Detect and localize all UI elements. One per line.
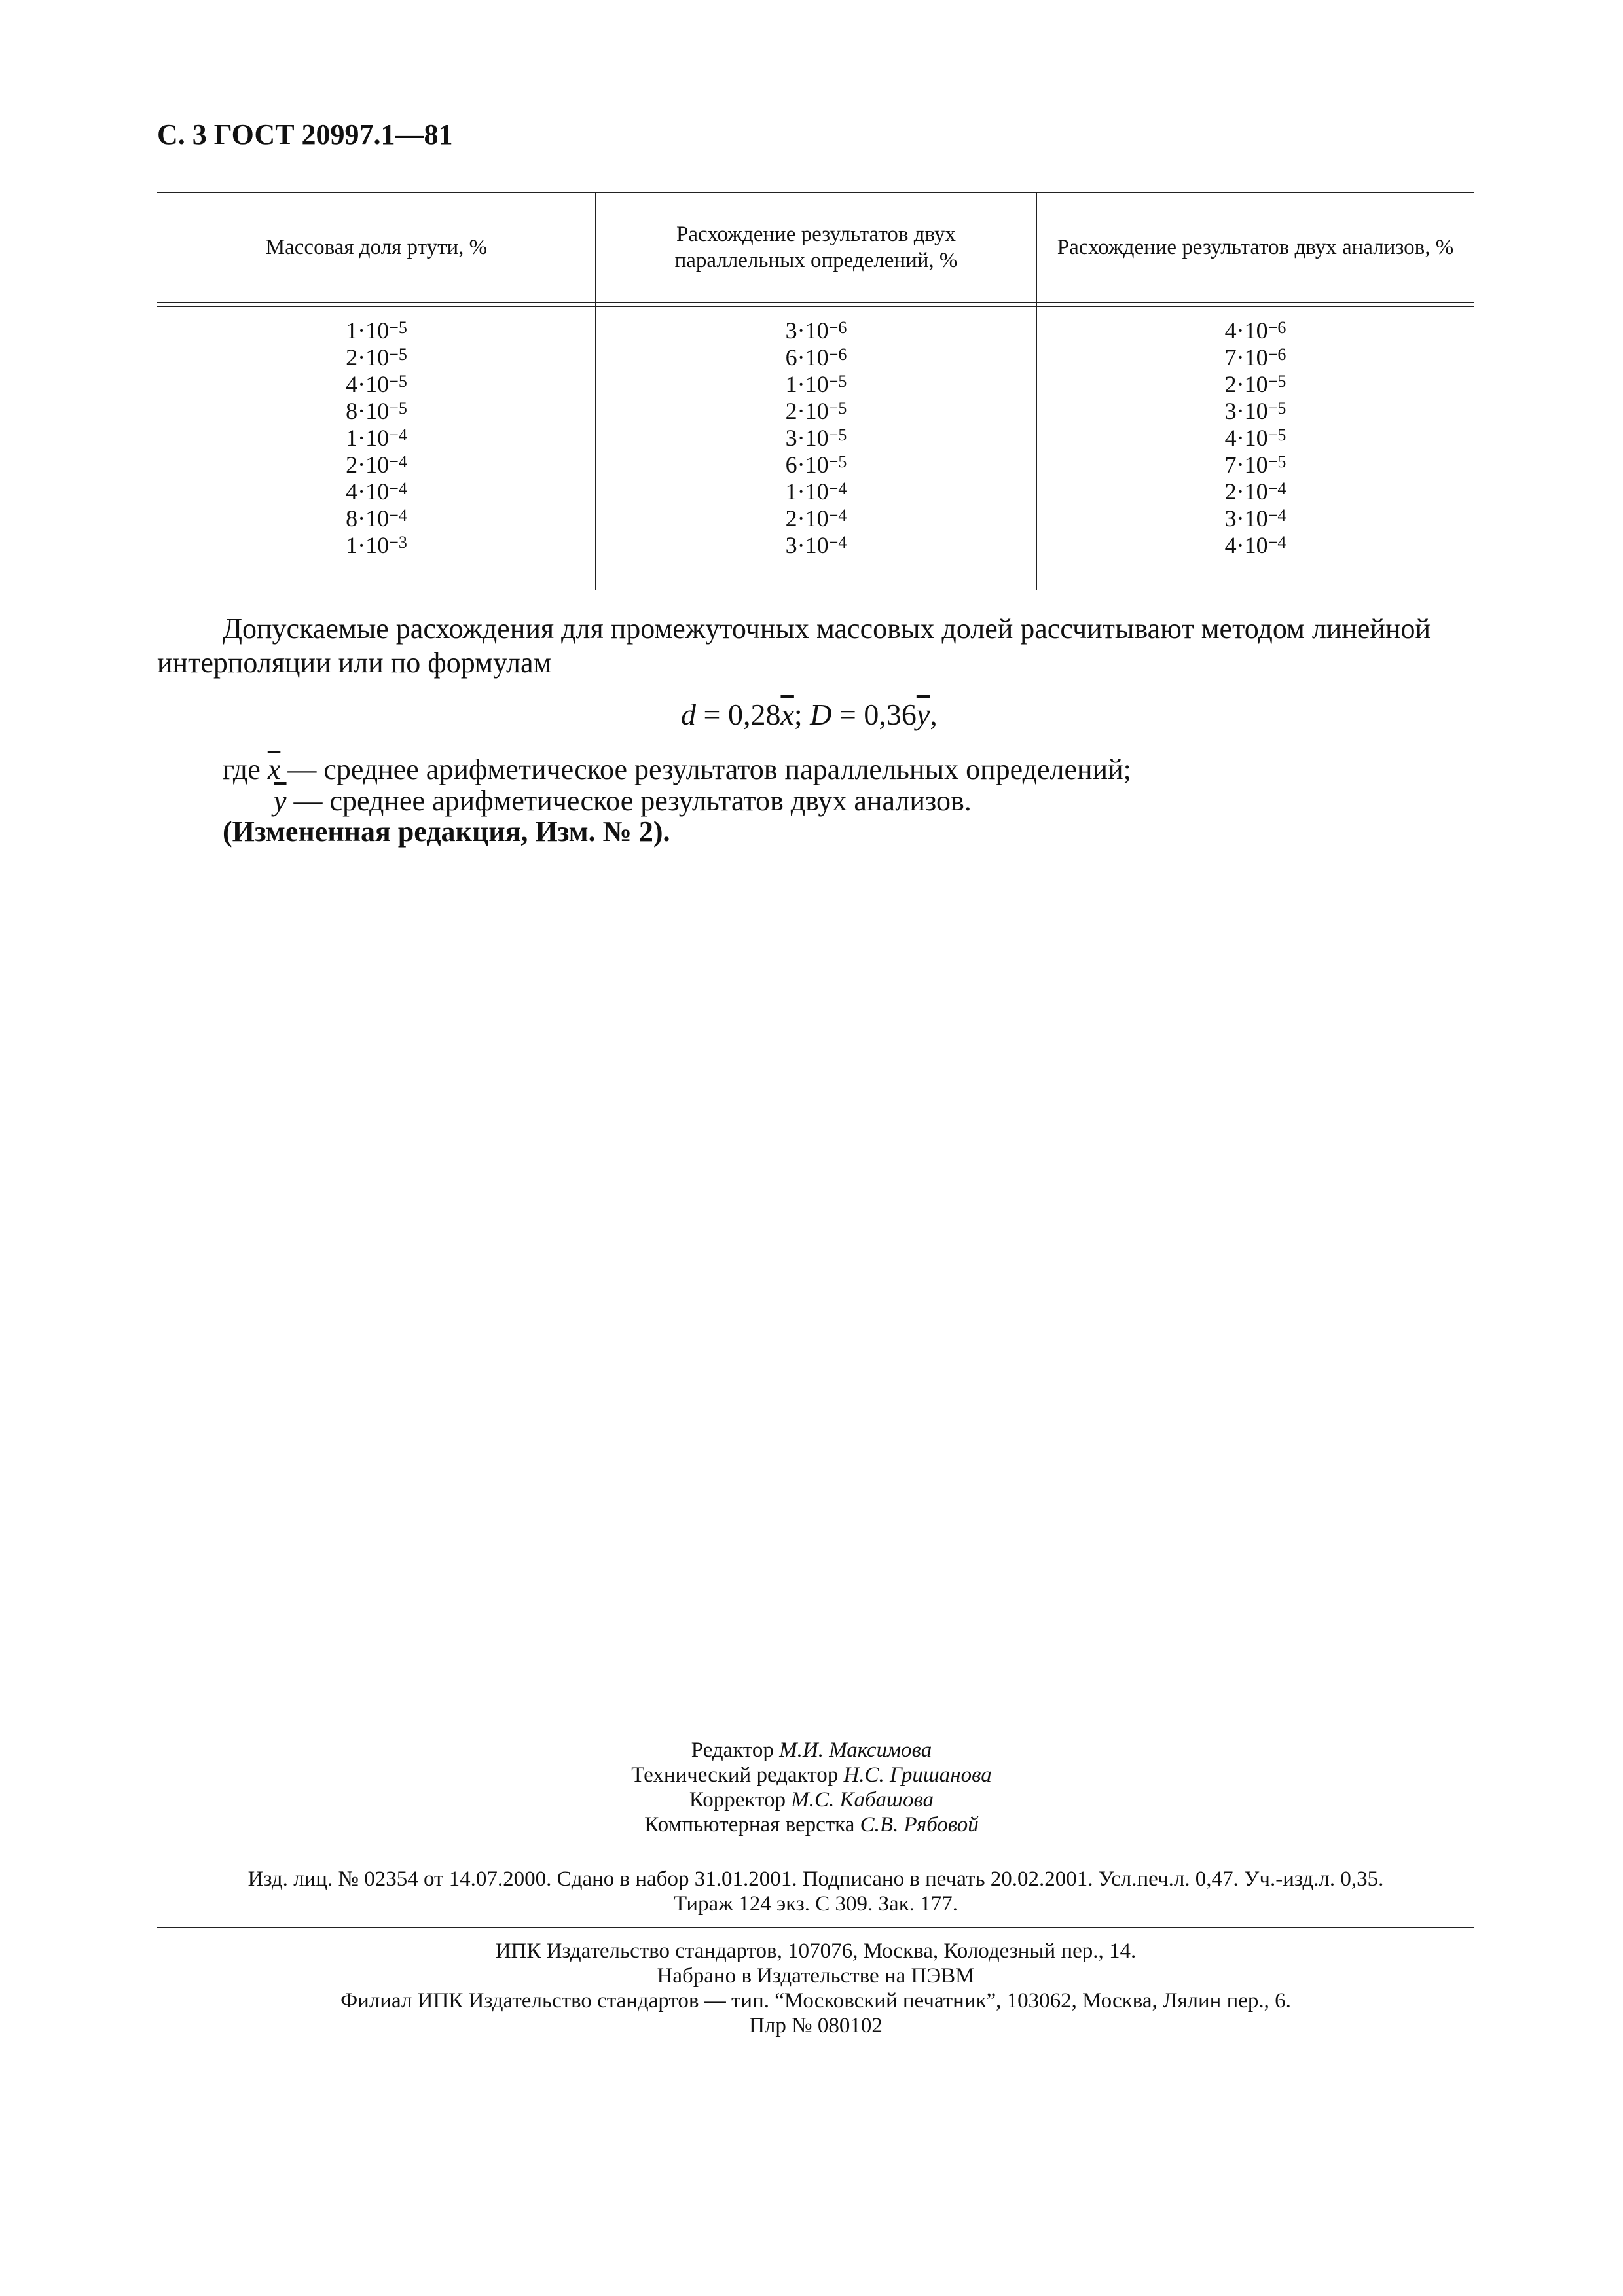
- page-header: С. 3 ГОСТ 20997.1—81: [157, 118, 453, 151]
- cell-mantissa: 1·10: [785, 371, 829, 397]
- cell-exponent: −5: [389, 318, 407, 337]
- cell-exponent: −5: [1267, 452, 1286, 471]
- data-table: [157, 192, 1474, 559]
- credits-block: [0, 1738, 1623, 1837]
- cell-exponent: −4: [828, 479, 847, 498]
- table-cell: [596, 478, 1036, 505]
- credit-tech-editor: Технический редактор Н.С. Гришанова: [631, 1763, 992, 1787]
- table-cell: [1036, 317, 1474, 344]
- cell-exponent: −5: [828, 372, 847, 391]
- formula-D-coefficient: 0,36: [864, 698, 917, 731]
- cell-mantissa: 2·10: [346, 452, 390, 478]
- cell-exponent: −6: [828, 318, 847, 337]
- table-cell: [157, 505, 596, 532]
- cell-mantissa: 4·10: [346, 478, 390, 505]
- formula-d-coefficient: 0,28: [727, 698, 781, 731]
- table-column-analysis-discrepancy-cells: [1036, 302, 1474, 559]
- cell-exponent: −4: [828, 533, 847, 552]
- cell-exponent: −5: [389, 372, 407, 391]
- table-cell: [1036, 478, 1474, 505]
- cell-mantissa: 8·10: [346, 398, 390, 424]
- cell-exponent: −5: [828, 399, 847, 418]
- table-column-divider: [1036, 193, 1037, 590]
- cell-exponent: −4: [389, 425, 407, 444]
- table-column-analysis-discrepancy: [1036, 193, 1474, 559]
- cell-mantissa: 8·10: [346, 505, 390, 531]
- table-column-mass-fraction: [157, 193, 596, 559]
- table-header-cell: Расхождение результатов двух параллельных определений, %: [674, 223, 958, 272]
- table-column-parallel-discrepancy: [596, 193, 1036, 559]
- cell-mantissa: 2·10: [785, 398, 829, 424]
- cell-mantissa: 7·10: [1224, 344, 1268, 370]
- table-cell: [1036, 532, 1474, 559]
- table-cell: [1036, 371, 1474, 398]
- footer-rule: [157, 1927, 1474, 1928]
- cell-exponent: −5: [389, 399, 407, 418]
- table-cell: [596, 505, 1036, 532]
- table-column-parallel-discrepancy-cells: [596, 302, 1036, 559]
- cell-exponent: −4: [828, 506, 847, 525]
- amendment-note: (Измененная редакция, Изм. № 2).: [223, 816, 670, 848]
- formula-y-bar: $\overline{y}$: [916, 698, 930, 731]
- table-cell: [157, 478, 596, 505]
- cell-mantissa: 1·10: [346, 317, 390, 344]
- table-column-divider: [595, 193, 596, 590]
- cell-mantissa: 4·10: [346, 371, 390, 397]
- imprint-publisher: ИПК Издательство стандартов, 107076, Москва, Колодезный пер., 14. Набрано в Издательстве на ПЭВМ Филиал ИПК Издательство стандартов — тип. “Московский печатник”, 103062, Москва, Лялин пер., 6. Плр № 080102: [340, 1939, 1291, 2037]
- cell-exponent: −4: [389, 479, 407, 498]
- table-cell: [157, 532, 596, 559]
- cell-exponent: −6: [1267, 318, 1286, 337]
- table-column-mass-fraction-cells: [157, 302, 596, 559]
- formula-equals: =: [696, 698, 728, 731]
- cell-mantissa: 1·10: [785, 478, 829, 505]
- table-cell: [1036, 398, 1474, 425]
- cell-exponent: −6: [828, 345, 847, 364]
- cell-mantissa: 2·10: [1224, 371, 1268, 397]
- cell-exponent: −5: [1267, 425, 1286, 444]
- cell-mantissa: 7·10: [1224, 452, 1268, 478]
- formula-d: d: [681, 698, 696, 731]
- cell-mantissa: 3·10: [785, 532, 829, 558]
- table-header-cell: Расхождение результатов двух анализов, %: [1057, 236, 1454, 259]
- cell-mantissa: 2·10: [785, 505, 829, 531]
- cell-exponent: −6: [1267, 345, 1286, 364]
- cell-mantissa: 4·10: [1224, 317, 1268, 344]
- where-line-2: $\overline{y}$ — среднее арифметическое результатов двух анализов.: [274, 785, 972, 817]
- cell-mantissa: 3·10: [1224, 505, 1268, 531]
- formula-x-bar: $\overline{x}$: [780, 698, 794, 731]
- table-cell: [596, 317, 1036, 344]
- body-paragraph: Допускаемые расхождения для промежуточных массовых долей рассчитывают методом линейной интерполяции или по формулам: [157, 613, 1431, 679]
- cell-mantissa: 3·10: [785, 425, 829, 451]
- cell-exponent: −5: [828, 452, 847, 471]
- formula: [681, 697, 938, 732]
- cell-mantissa: 3·10: [1224, 398, 1268, 424]
- cell-mantissa: 6·10: [785, 452, 829, 478]
- cell-mantissa: 6·10: [785, 344, 829, 370]
- cell-mantissa: 1·10: [346, 532, 390, 558]
- where-var-x: $\overline{x}$: [267, 753, 281, 785]
- table-cell: [1036, 452, 1474, 478]
- table-cell: [157, 344, 596, 371]
- table-cell: [1036, 344, 1474, 371]
- table-cell: [596, 452, 1036, 478]
- credit-proofreader: Корректор М.С. Кабашова: [689, 1788, 934, 1812]
- cell-exponent: −5: [389, 345, 407, 364]
- credit-editor: Редактор М.И. Максимова: [691, 1738, 932, 1762]
- formula-equals-2: =: [831, 698, 864, 731]
- cell-exponent: −4: [1267, 479, 1286, 498]
- table-cell: [1036, 505, 1474, 532]
- imprint-publication: Изд. лиц. № 02354 от 14.07.2000. Сдано в набор 31.01.2001. Подписано в печать 20.02.2001. Усл.печ.л. 0,47. Уч.-изд.л. 0,35. Тираж 124 экз. С 309. Зак. 177.: [247, 1867, 1384, 1916]
- cell-exponent: −4: [1267, 506, 1286, 525]
- table-cell: [157, 425, 596, 452]
- cell-mantissa: 1·10: [346, 425, 390, 451]
- cell-mantissa: 4·10: [1224, 532, 1268, 558]
- formula-end: ,: [930, 698, 938, 731]
- cell-exponent: −5: [1267, 399, 1286, 418]
- cell-exponent: −4: [389, 506, 407, 525]
- table-cell: [1036, 425, 1474, 452]
- table-cell: [596, 344, 1036, 371]
- table-cell: [157, 317, 596, 344]
- table-cell: [157, 452, 596, 478]
- cell-exponent: −5: [828, 425, 847, 444]
- table-cell: [596, 398, 1036, 425]
- cell-exponent: −3: [389, 533, 407, 552]
- cell-exponent: −4: [1267, 533, 1286, 552]
- cell-exponent: −4: [389, 452, 407, 471]
- table-cell: [157, 371, 596, 398]
- cell-mantissa: 3·10: [785, 317, 829, 344]
- cell-mantissa: 4·10: [1224, 425, 1268, 451]
- cell-mantissa: 2·10: [346, 344, 390, 370]
- where-var-y: $\overline{y}$: [274, 785, 287, 817]
- table-cell: [596, 371, 1036, 398]
- formula-D: D: [810, 698, 832, 731]
- credit-layout: Компьютерная верстка С.В. Рябовой: [644, 1813, 979, 1837]
- where-line-1: где $\overline{x}$ — среднее арифметическое результатов параллельных определений;: [223, 753, 1131, 785]
- table-header-cell: Массовая доля ртути, %: [265, 236, 488, 259]
- cell-exponent: −5: [1267, 372, 1286, 391]
- cell-mantissa: 2·10: [1224, 478, 1268, 505]
- table-cell: [157, 398, 596, 425]
- table-cell: [596, 425, 1036, 452]
- formula-separator: ;: [793, 698, 811, 731]
- table-cell: [596, 532, 1036, 559]
